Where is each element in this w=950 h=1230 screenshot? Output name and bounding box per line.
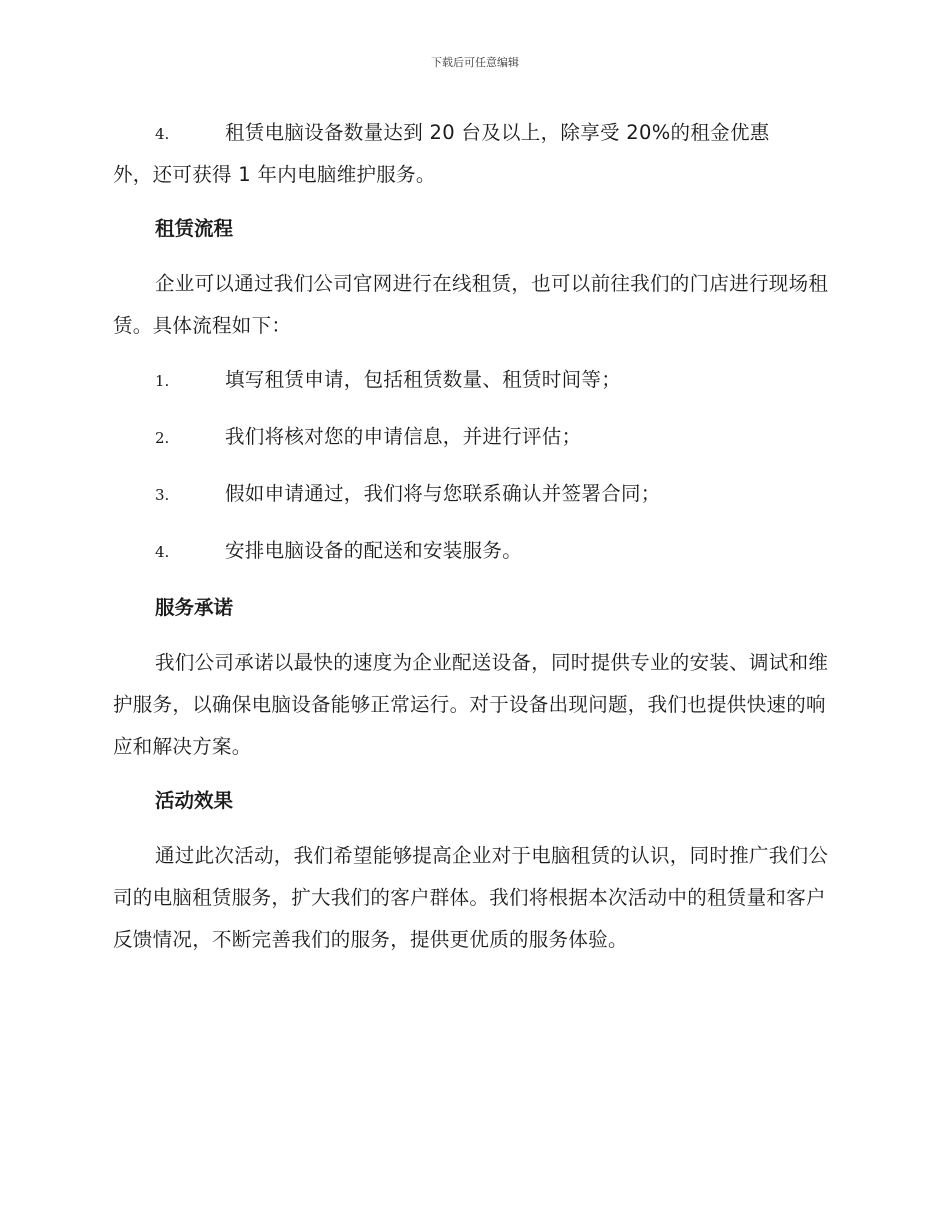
- list-item-continuation: 外，还可获得 1 年内电脑维护服务。: [113, 163, 436, 186]
- list-item-number: 1.: [155, 372, 170, 390]
- process-intro-paragraph: 企业可以通过我们公司官网进行在线租赁，也可以前往我们的门店进行现场租赁。具体流程如下：: [113, 272, 829, 337]
- list-item-text: 安排电脑设备的配送和安装服务。: [225, 539, 523, 562]
- document-body: [113, 112, 835, 961]
- list-item: [113, 473, 835, 515]
- page-header: 下载后可任意编辑: [431, 56, 519, 69]
- promise-paragraph: 我们公司承诺以最快的速度为企业配送设备，同时提供专业的安装、调试和维护服务，以确保电脑设备能够正常运行。对于设备出现问题，我们也提供快速的响应和解决方案。: [113, 651, 829, 758]
- list-item: [113, 530, 835, 572]
- list-item: [113, 112, 835, 196]
- list-item-number: 2.: [155, 429, 170, 447]
- list-item-text: 填写租赁申请，包括租赁数量、租赁时间等；: [225, 368, 622, 391]
- section-heading-promise: 服务承诺: [155, 596, 234, 619]
- list-item-number: 3.: [155, 486, 170, 504]
- list-item-text: 租赁电脑设备数量达到 20 台及以上，除享受 20%的租金优惠: [225, 121, 770, 144]
- section-heading-effect: 活动效果: [155, 789, 234, 812]
- list-item: [113, 416, 835, 458]
- list-item-text: 我们将核对您的申请信息，并进行评估；: [225, 425, 582, 448]
- list-item-text: 假如申请通过，我们将与您联系确认并签署合同；: [225, 482, 661, 505]
- effect-paragraph: 通过此次活动，我们希望能够提高企业对于电脑租赁的认识，同时推广我们公司的电脑租赁服务，扩大我们的客户群体。我们将根据本次活动中的租赁量和客户反馈情况，不断完善我们的服务，提供更优质的服务体验。: [113, 844, 829, 951]
- list-item-number: 4.: [155, 125, 170, 143]
- list-item-number: 4.: [155, 543, 170, 561]
- list-item: [113, 359, 835, 401]
- section-heading-process: 租赁流程: [155, 217, 234, 240]
